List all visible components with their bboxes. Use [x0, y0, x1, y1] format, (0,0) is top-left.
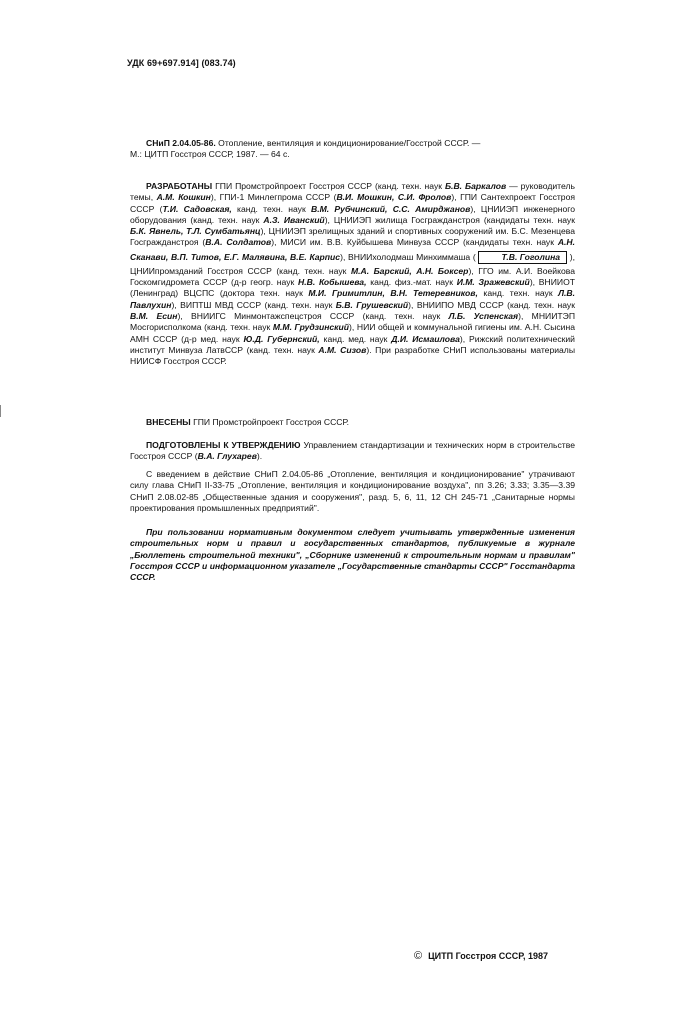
copyright-text: ЦИТП Госстроя СССР, 1987: [428, 951, 548, 961]
author-name: Ю.Д. Губернский,: [243, 333, 320, 344]
author-name: Д.И. Исмаилова: [391, 333, 460, 344]
author-name: В.М. Есин: [130, 310, 178, 321]
prepared-lead: ПОДГОТОВЛЕНЫ К УТВЕРЖДЕНИЮ: [146, 440, 301, 450]
margin-mark: [0, 405, 1, 417]
prepared-text: Управлением стандартизации и технических норм в строительстве Госстроя СССР (: [130, 440, 575, 462]
author-name: А.З. Иванский: [263, 214, 325, 225]
organization-text: ), ЦНИИпромзданий Госстроя СССР (канд. техн. наук: [130, 251, 576, 276]
author-name: Б.В. Баркалов: [444, 181, 507, 191]
author-name: В.А. Солдатов: [205, 237, 272, 248]
organization-text: канд. техн. наук: [231, 203, 311, 214]
snip-code: СНиП 2.04.05-86.: [146, 138, 216, 148]
author-name: В.И. Мошкин, С.И. Фролов: [336, 192, 452, 203]
author-name: Н.В. Кобышева,: [298, 277, 367, 288]
author-name: М.А. Барский, А.Н. Боксер: [350, 265, 469, 276]
organization-text: канд. техн. наук: [477, 288, 559, 299]
author-name: Б.В. Грушевский: [335, 299, 409, 310]
organization-text: ), ЦНИИЭП инженерного оборудования (канд. техн. наук: [130, 203, 575, 225]
organization-text: ), ГПИ Сантехпроект Госстроя СССР (: [130, 192, 576, 214]
organization-text: ). При разработке СНиП использованы материалы НИИСФ Госстроя СССР.: [130, 344, 575, 367]
developed-by-paragraph: [130, 181, 575, 367]
organization-text: ), ЦНИИЭП зрелищных зданий и спортивных сооружений им. Б.С. Мезенцева Госгражданстроя (: [130, 226, 575, 248]
author-name: М.М. Грудзинский: [272, 322, 350, 333]
organization-text: ), МНИИТЭП Мосгорисполкома (канд. техн. наук: [130, 310, 575, 333]
organization-text: ), НИИ общей и коммунальной гигиены им. А.Н. Сысина АМН СССР (д-р мед. наук: [130, 322, 575, 344]
author-name: А.М. Кошкин: [156, 192, 211, 203]
notice-paragraph: При пользовании нормативным документом следует учитывать утвержденные изменения строительных норм и правил и государственных стандартов, публикуемые в журнале „Бюллетень строительной техники", „Сборнике изменений к строительным нормам и правилам" Госстроя СССР и информационном указателе „Государственные стандарты СССР" Госстандарта СССР.: [130, 527, 575, 583]
author-name: И.М. Зражевский: [456, 277, 530, 288]
organization-text: ), ЦНИИЭП жилища Госгражданстроя (кандидаты техн. наук: [324, 214, 575, 225]
copyright-icon: ©: [414, 950, 423, 962]
author-name: Т.И. Садовская,: [162, 203, 232, 214]
author-name: Б.К. Явнель, Т.Л. Сумбатьянц: [130, 226, 261, 237]
author-name: А.М. Сизов: [318, 344, 367, 355]
developed-lead: РАЗРАБОТАНЫ: [146, 181, 213, 191]
organization-text: ), ВНИИхолодмаш Минхиммаша (: [340, 251, 479, 262]
introduced-by-paragraph: [130, 417, 575, 428]
organization-text: ), ВНИИГС Минмонтажспецстроя СССР (канд. техн. наук: [177, 310, 449, 321]
organization-text: ), ВНИИОТ (Ленинград) ВЦСПС (доктора техн. наук: [130, 277, 576, 299]
organization-text: ), ГПИ-1 Минлегпрома СССР (: [210, 192, 337, 203]
organization-text: ГПИ Промстройпроект Госстроя СССР (канд. техн. наук: [215, 181, 445, 191]
organization-text: ), МИСИ им. В.В. Куйбышева Минвуза СССР (кандидаты техн. наук: [271, 237, 558, 248]
udk-code: УДК 69+697.914] (083.74): [127, 58, 236, 68]
bibliographic-entry: [130, 138, 575, 161]
introduced-lead: ВНЕСЕНЫ: [146, 417, 191, 427]
introduced-text: ГПИ Промстройпроект Госстроя СССР.: [193, 417, 349, 427]
prepared-person: В.А. Глухарев: [197, 451, 257, 462]
author-name: Л.Б. Успенская: [448, 310, 519, 321]
organization-text: ), ВИПТШ МВД СССР (канд. техн. наук: [171, 299, 336, 310]
enactment-paragraph: С введением в действие СНиП 2.04.05-86 „Отопление, вентиляция и кондиционирование" утрачивают силу глава СНиП II-33-75 „Отопление, вентиляция и кондиционирование воздуха", пп 3.26; 3.33; 3.35—3.39 СНиП 2.08.02-85 „Общественные здания и сооружения", разд. 5, 6, 11, 12 СН 245-71 „Санитарные нормы проектирования промышленных предприятий".: [130, 469, 575, 513]
organization-text: канд. мед. наук: [319, 333, 392, 344]
organization-text: — руководитель темы,: [130, 181, 575, 203]
snip-title: Отопление, вентиляция и кондиционирование/Госстрой СССР. —: [218, 138, 481, 148]
prepared-by-paragraph: [130, 440, 575, 463]
organization-text: канд. физ.-мат. наук: [366, 277, 457, 288]
author-name: А.Н. Сканави, В.П. Титов, Е.Г. Малявина, В.Е. Карпис: [130, 237, 575, 262]
boxed-author-name: Т.В. Гоголина: [478, 251, 567, 264]
author-name: В.М. Рубчинский, С.С. Амирджанов: [310, 203, 471, 214]
publisher: М.: ЦИТП Госстроя СССР, 1987. — 64 с.: [130, 149, 290, 160]
prepared-tail: ).: [256, 451, 263, 462]
organization-text: ), Рижский политехнический институт Минвуза ЛатвССР (канд. техн. наук: [130, 333, 575, 355]
organization-text: ), ГГО им. А.И. Воейкова Госкомгидромета СССР (д-р геогр. наук: [130, 265, 575, 288]
author-name: Л.В. Павлухин: [130, 288, 576, 310]
developed-organizations: [130, 181, 575, 366]
author-name: М.И. Гримитлин, В.Н. Тетеревников,: [308, 288, 478, 299]
organization-text: ), ВНИИПО МВД СССР (канд. техн. наук: [408, 299, 575, 310]
copyright-line: [414, 950, 548, 962]
